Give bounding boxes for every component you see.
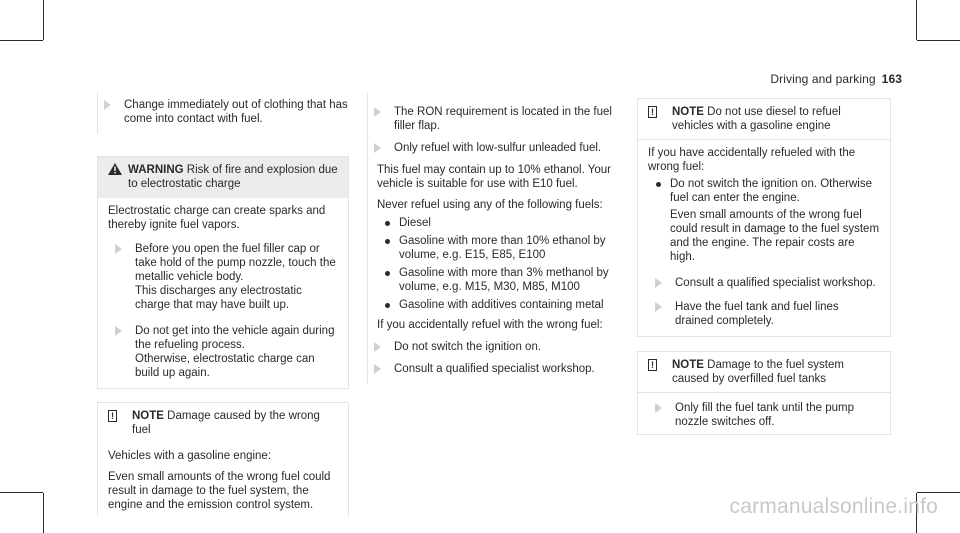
section-title: Driving and parking bbox=[770, 72, 876, 86]
instruction-step: Change immediately out of clothing that has come into contact with fuel. bbox=[97, 98, 349, 126]
crop-mark bbox=[0, 492, 43, 493]
instruction-step: Only fill the fuel tank until the pump nozzle switches off. bbox=[648, 401, 880, 429]
warning-title: Risk of fire and explosion due to electrostatic charge bbox=[128, 164, 338, 190]
step-arrow-icon bbox=[655, 403, 662, 413]
column-left bbox=[97, 98, 349, 516]
list-item: Gasoline with more than 3% methanol by volume, e.g. M15, M30, M85, M100 bbox=[377, 266, 619, 294]
column-middle bbox=[367, 105, 619, 376]
warning-text: Electrostatic charge can create sparks and thereby ignite fuel vapors. bbox=[108, 205, 326, 231]
crop-mark bbox=[917, 40, 960, 41]
note-header bbox=[638, 99, 890, 139]
instruction-step: Do not switch the ignition on. bbox=[367, 340, 619, 354]
column-right bbox=[637, 98, 891, 435]
step-arrow-icon bbox=[104, 100, 111, 110]
warning-header bbox=[98, 157, 348, 198]
list-item: Gasoline with more than 10% ethanol by volume, e.g. E15, E85, E100 bbox=[377, 234, 619, 262]
paragraph: If you accidentally refuel with the wrong fuel: bbox=[377, 319, 603, 331]
instruction-step: Before you open the fuel filler cap or take hold of the pump nozzle, touch the metallic vehicle body. This discharges any electrostatic charge that may have built up. bbox=[108, 242, 338, 312]
exclamation-icon: ! bbox=[108, 410, 117, 422]
bullet-icon bbox=[385, 271, 390, 276]
instruction-step: Have the fuel tank and fuel lines drained completely. bbox=[648, 300, 880, 328]
watermark: carmanualsonline.info bbox=[729, 495, 938, 518]
note-box bbox=[637, 98, 891, 337]
page-header bbox=[770, 72, 902, 86]
paragraph: Never refuel using any of the following fuels: bbox=[377, 199, 603, 211]
step-arrow-icon bbox=[115, 326, 122, 336]
note-box bbox=[637, 351, 891, 435]
note-title: Damage caused by the wrong fuel bbox=[132, 410, 320, 436]
warning-label: WARNING bbox=[128, 164, 184, 176]
note-label: NOTE bbox=[132, 410, 164, 422]
crop-mark bbox=[0, 40, 43, 41]
note-header bbox=[638, 352, 890, 392]
note-title: Damage to the fuel system caused by overfilled fuel tanks bbox=[672, 359, 844, 385]
warning-body bbox=[98, 198, 348, 388]
warning-triangle-icon bbox=[108, 163, 122, 179]
crop-mark bbox=[917, 492, 960, 493]
note-body: Vehicles with a gasoline engine: Even small amounts of the wrong fuel could result in damage to the fuel system, the engine and the emission control system. bbox=[108, 450, 331, 511]
crop-mark bbox=[43, 0, 44, 40]
bullet-icon bbox=[656, 182, 661, 187]
step-arrow-icon bbox=[374, 364, 381, 374]
step-arrow-icon bbox=[115, 244, 122, 254]
exclamation-icon: ! bbox=[648, 106, 657, 118]
list-item: Diesel bbox=[377, 216, 619, 230]
warning-box bbox=[97, 156, 349, 389]
list-item: Gasoline with additives containing metal bbox=[377, 298, 619, 312]
note-header bbox=[98, 403, 348, 443]
note-body bbox=[638, 393, 890, 434]
step-arrow-icon bbox=[655, 278, 662, 288]
step-arrow-icon bbox=[374, 342, 381, 352]
paragraph: This fuel may contain up to 10% ethanol. Your vehicle is suitable for use with E10 fuel. bbox=[377, 164, 611, 190]
step-arrow-icon bbox=[374, 143, 381, 153]
bullet-icon bbox=[385, 221, 390, 226]
step-arrow-icon bbox=[374, 107, 381, 117]
note-body: If you have accidentally refueled with the wrong fuel: Do not switch the ignition on. Otherwise fuel can enter the engine. Even small amounts of the wrong fuel could result in damage to the fuel system and the engine. The repair costs are high. Consult a qualified specialist workshop. Have the fuel tank and fuel lines drained completely. bbox=[648, 147, 880, 327]
bullet-icon bbox=[385, 303, 390, 308]
note-label: NOTE bbox=[672, 106, 704, 118]
bullet-icon bbox=[385, 239, 390, 244]
instruction-step: Consult a qualified specialist workshop. bbox=[367, 362, 619, 376]
crop-mark bbox=[43, 493, 44, 533]
note-label: NOTE bbox=[672, 359, 704, 371]
note-box bbox=[97, 402, 349, 516]
instruction-step: Consult a qualified specialist workshop. bbox=[648, 276, 880, 290]
note-title: Do not use diesel to refuel vehicles with a gasoline engine bbox=[672, 106, 841, 132]
instruction-step: Do not get into the vehicle again during the refueling process. Otherwise, electrostatic charge can build up again. bbox=[108, 324, 338, 380]
page-number: 163 bbox=[881, 72, 902, 86]
step-arrow-icon bbox=[655, 302, 662, 312]
instruction-step: Only refuel with low-sulfur unleaded fuel. bbox=[367, 141, 619, 155]
list-item: Do not switch the ignition on. Otherwise fuel can enter the engine. Even small amounts of the wrong fuel could result in damage to the fuel system and the engine. The repair costs are high. bbox=[648, 177, 880, 264]
crop-mark bbox=[916, 0, 917, 40]
exclamation-icon: ! bbox=[648, 359, 657, 371]
instruction-step: The RON requirement is located in the fuel filler flap. bbox=[367, 105, 619, 133]
